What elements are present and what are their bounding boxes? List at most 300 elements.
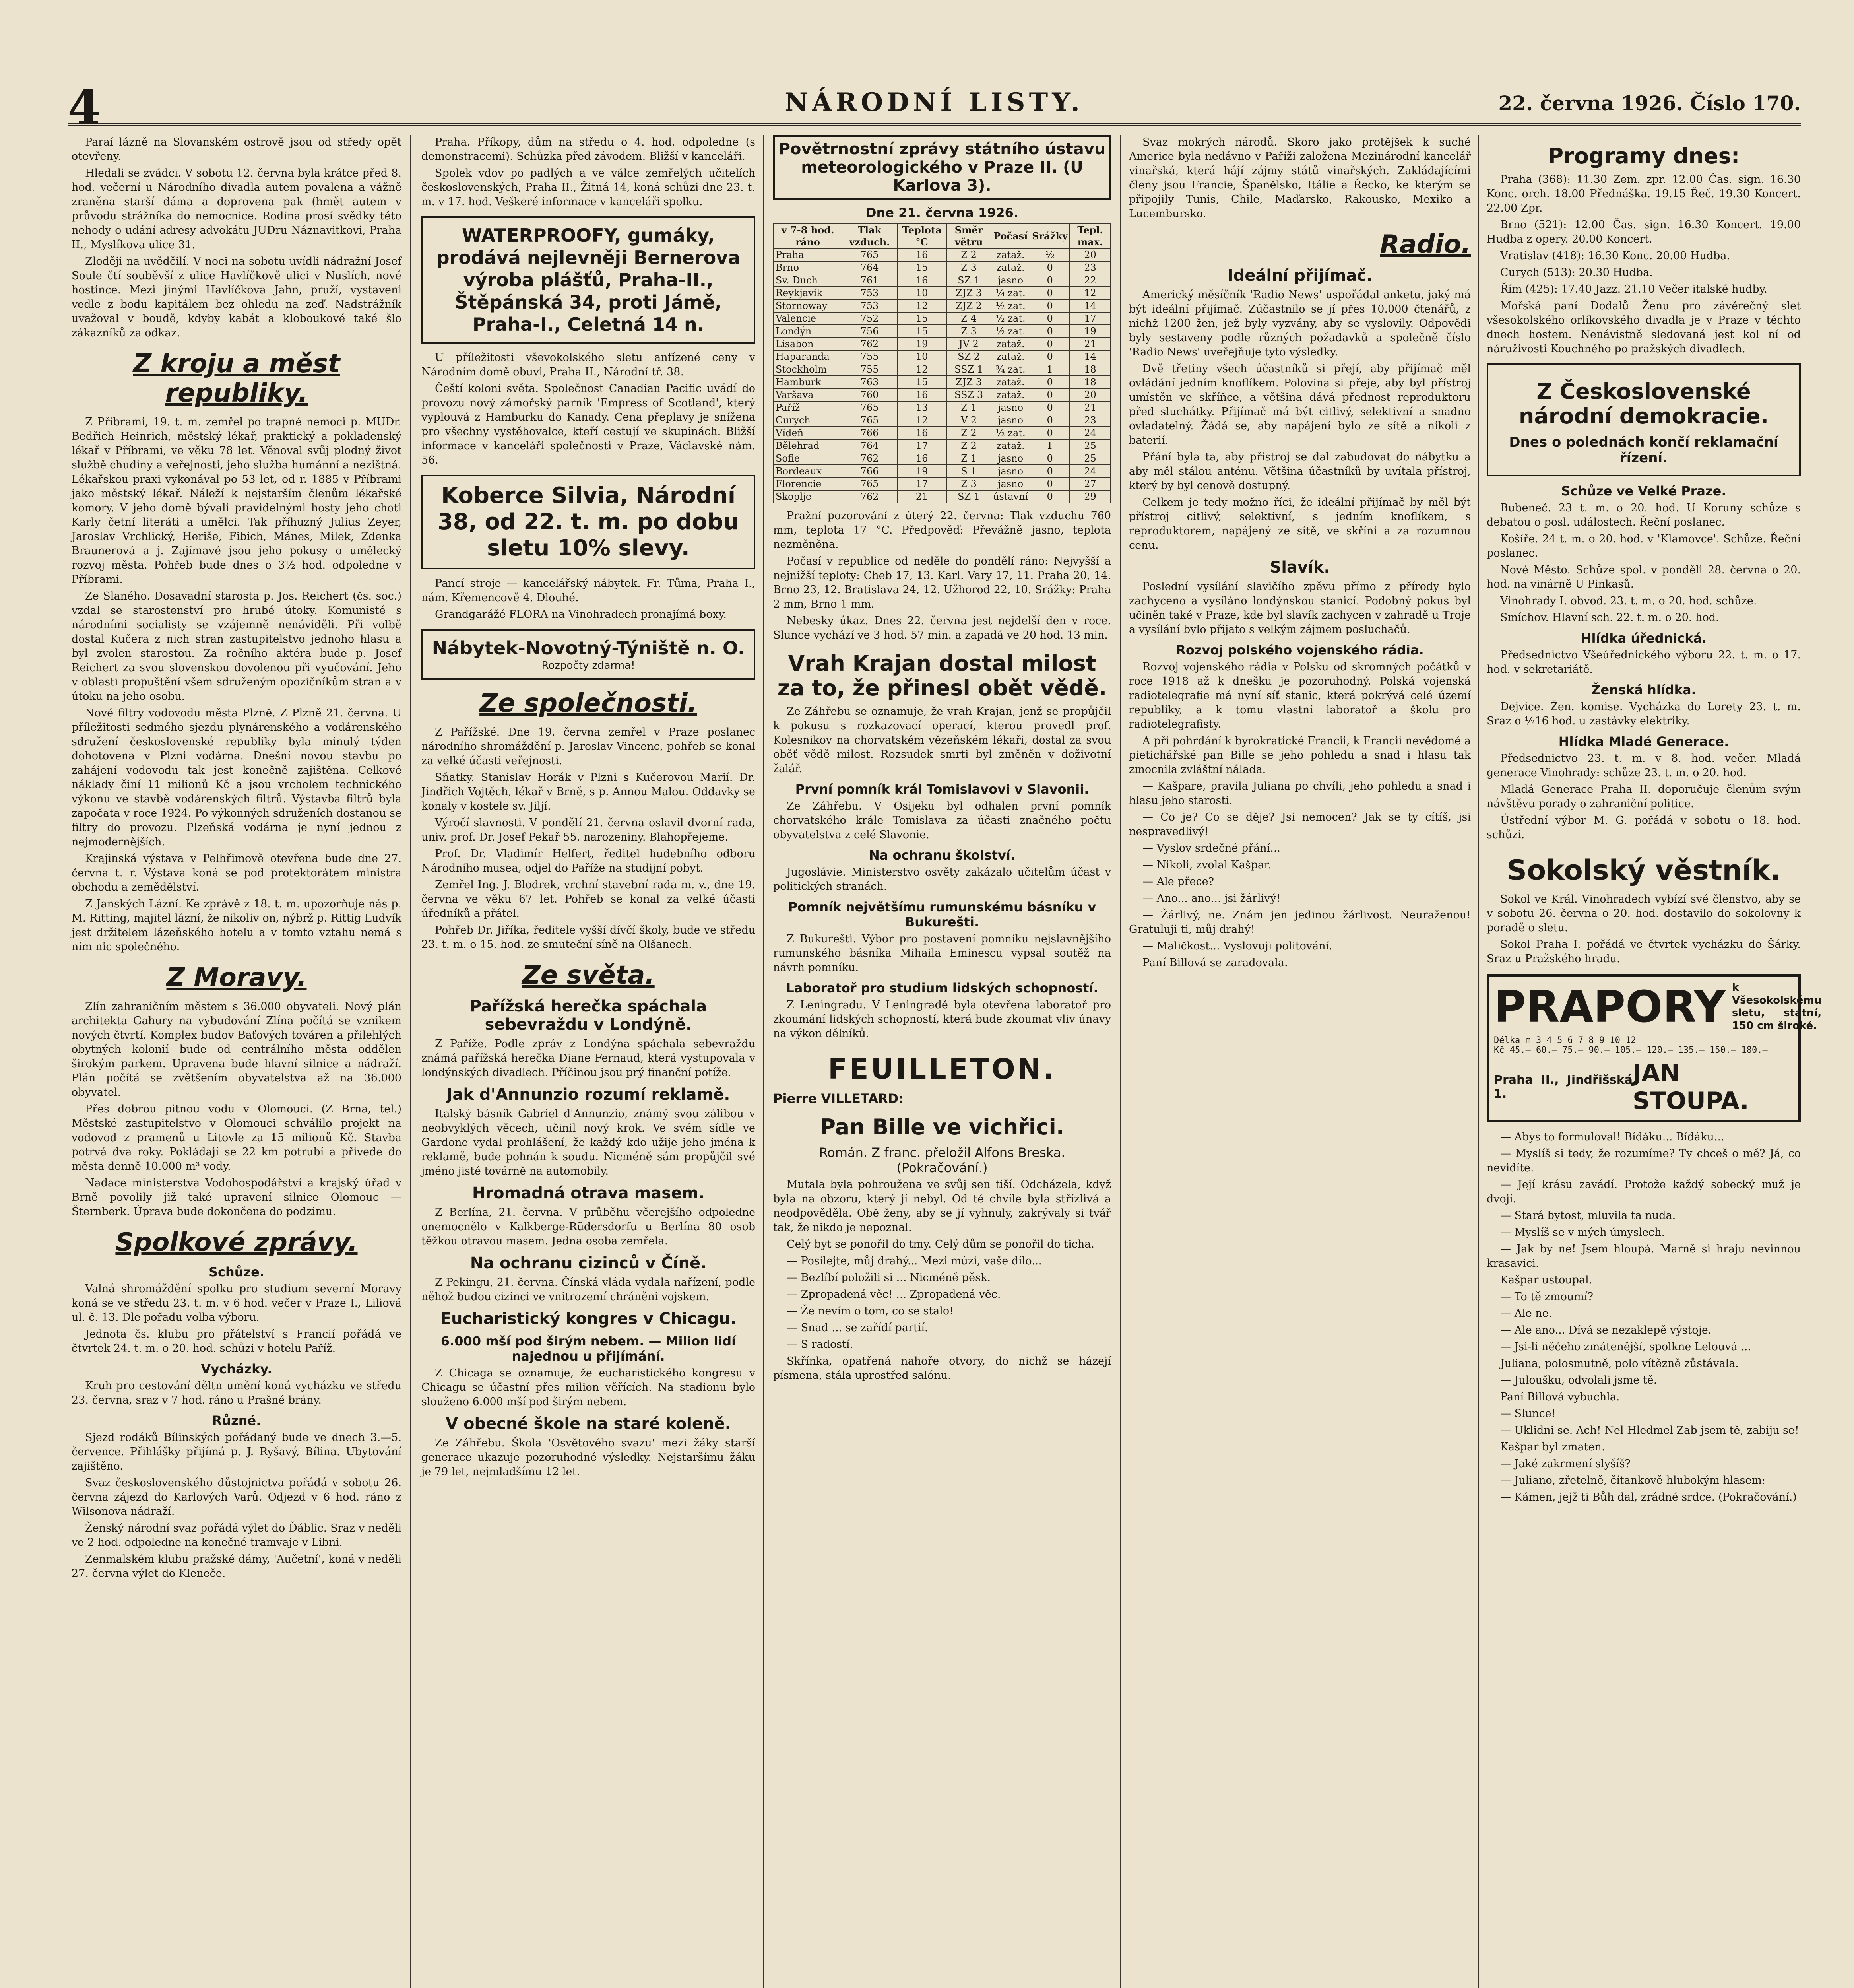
table-cell: 18 [1070,376,1111,388]
table-cell: 762 [842,338,897,350]
article-paragraph: Z Příbrami, 19. t. m. zemřel po trapné nemoci p. MUDr. Bedřich Heinrich, městský lékař, praktický a pokladenský lékař v Příbrami, ve věku 78 let. Věnoval svůj plodný život službě chudiny a veřejnosti, jeho služba humánní a nezištná. Lékařskou praxi vykonával po 53 let, od r. 1885 v Příbrami jako městský lékař. Náleží k nejstarším členům lékařské komory. V jeho domě bývali pravidelnými hosty jeho choti Karly četní literáti a umělci. Tak příhuzný Julius Zeyer, Jaroslav Vrchlický, Heriše, Fibich, Mánes, Milek, Zdenka Braunerová a j. Zajímavé jsou jeho pokusy o umělecký rozvoj města. Pohřeb bude dnes o 3½ hod. odpoledne v Příbrami. [72,416,401,586]
subheading: Hlídka Mladé Generace. [1558,734,1729,749]
table-cell: 17 [897,478,946,490]
table-cell: Florencie [774,478,842,490]
table-cell: 21 [897,490,946,503]
section-heading: Programy dnes: [1548,144,1740,169]
table-cell: 760 [842,388,897,401]
article-paragraph: Z Paříže. Podle zpráv z Londýna spáchala sebevraždu známá pařížská herečka Diane Fernaud, která vystupovala v londýnských divadlech. Příčinou jsou prý finanční potíže. [421,1038,755,1079]
table-cell: ½ zat. [991,325,1030,338]
table-header-cell: Teplota °C [897,224,946,248]
article-paragraph: Brno (521): 12.00 Čas. sign. 16.30 Koncert. 19.00 Hudba z opery. 20.00 Koncert. [1487,219,1801,245]
table-row [774,312,1111,325]
table-cell: Hamburk [774,376,842,388]
dialog-line: — Myslíš si tedy, že rozumíme? Ty chceš o mě? Já, co nevidíte. [1487,1147,1801,1174]
column-rule [1120,135,1121,1988]
article-paragraph: Sňatky. Stanislav Horák v Plzni s Kučerovou Marií. Dr. Jindřich Vojtěch, lékař v Brně, s p. Annou Malou. Oddavky se konaly v kostele sv. Jiljí. [421,771,755,812]
table-cell: 755 [842,350,897,363]
subheading: Pomník největšímu rumunskému básníku v Bukurešti. [788,899,1096,930]
table-cell: 13 [897,401,946,414]
article-paragraph: Americký měsíčník 'Radio News' uspořádal anketu, jaký má být ideální přijímač. Zúčastnilo se jí přes 10.000 čtenářů, z nichž 1200 žen, jež byly vyzvány, aby se vyslovily. Odpovědi byly sestaveny podle různých požadavků a společně číslo 'Radio News' uveřejňuje tyto výsledky. [1129,289,1471,358]
table-cell: 15 [897,325,946,338]
table-cell: jasno [991,478,1030,490]
table-cell: 19 [897,338,946,350]
newspaper-title: NÁRODNÍ LISTY. [785,87,1084,117]
column-rule [763,135,764,1988]
dialog-line: — Uklidni se. Ach! Nel Hledmel Zab jsem tě, zabiju se! [1500,1424,1799,1437]
table-cell: 16 [897,427,946,439]
article-paragraph: Z Pekingu, 21. června. Čínská vláda vydala nařízení, podle něhož budou cizinci ve vnitrozemí chráněni vojskem. [421,1276,755,1303]
article-paragraph: Curych (513): 20.30 Hudba. [1500,266,1653,279]
table-cell: Z 1 [946,452,991,465]
table-cell: jasno [991,401,1030,414]
table-cell: Stornoway [774,299,842,312]
article-paragraph: Praha (368): 11.30 Zem. zpr. 12.00 Čas. sign. 16.30 Konc. orch. 18.00 Přednáška. 19.15 Řeč. 19.30 Koncert. 22.00 Zpr. [1487,173,1801,214]
subheading: Schůze ve Velké Praze. [1561,483,1726,499]
table-cell: ZJZ 3 [946,287,991,299]
table-cell: 15 [897,261,946,274]
table-cell: 14 [1070,350,1111,363]
table-row [774,248,1111,261]
table-cell: ½ zat. [991,312,1030,325]
advertisement: WATERPROOFY, gumáky, prodává nejlevněji Bernerova výroba plášťů, Praha-II., Štěpánská 34, proti Jámě, Praha-I., Celetná 14 n. [421,216,755,344]
article-paragraph: Mořská paní Dodalů Ženu pro závěrečný slet všesokolského orlíkovského divadla je v Praze v těchto dnech hostem. Nenávistně sledovaná jest kol ní od náruživosti Kouchného po pražských divadlech. [1487,300,1801,355]
table-cell: 29 [1070,490,1111,503]
table-cell: 0 [1030,478,1070,490]
article-paragraph: Kruh pro cestování děltn umění koná vycházku ve středu 23. června, sraz v 7 hod. ráno u Prašné brány. [72,1380,401,1406]
page-number: 4 [68,80,101,136]
table-cell: 763 [842,376,897,388]
table-cell: 16 [897,274,946,287]
table-cell: ¼ zat. [991,287,1030,299]
masthead [68,76,1801,136]
dialog-line: — Stará bytost, mluvila ta nuda. [1500,1209,1676,1222]
advertisement [421,629,755,680]
table-cell: Varšava [774,388,842,401]
dialog-line: — Ale ano... Dívá se nezaklepě výstoje. [1500,1324,1712,1336]
article-paragraph: Ze Záhřebu se oznamuje, že vrah Krajan, jenž se propůjčil k pokusu s rozkazovací operací, kterou provedl prof. Kolesnikov na chorvatském vězeňském lékaři, dostal za svou oběť vědě milost. Rozsudek smrti byl změněn v doživotní žalář. [773,705,1111,775]
subheading: Slavík. [1270,558,1330,577]
table-row [774,274,1111,287]
issue-date: 22. června 1926. Číslo 170. [1498,91,1801,115]
advertisement [1487,974,1822,1122]
dialog-line: Kašpar ustoupal. [1500,1274,1592,1286]
subheading: První pomník král Tomislavovi v Slavonii. [795,782,1089,797]
table-cell: 0 [1030,465,1070,478]
table-cell: 12 [897,414,946,427]
table-cell: SSZ 1 [946,363,991,376]
dialog-line: — Ale ne. [1500,1307,1552,1320]
subheading: Vycházky. [201,1361,272,1376]
table-cell: 12 [1070,287,1111,299]
column-5 [1487,135,1822,1988]
table-row [774,287,1111,299]
subheading: Na ochranu cizinců v Číně. [470,1254,707,1272]
dialog-line: — Jaké zakrmení slyšíš? [1500,1458,1631,1470]
column-1 [72,135,401,1988]
table-cell: Z 4 [946,312,991,325]
table-cell: 20 [1070,248,1111,261]
article-paragraph: Sokol Praha I. pořádá ve čtvrtek vycházku do Šárky. Sraz u Pražského hradu. [1487,938,1801,965]
article-paragraph: Valná shromáždění spolku pro studium severní Moravy koná se ve středu 23. t. m. v 6 hod. večer v Praze I., Liliová ul. č. 13. Dle pořadu volba výboru. [72,1283,401,1324]
table-cell: 0 [1030,274,1070,287]
dialog-line: — Myslíš se v mých úmyslech. [1500,1226,1665,1239]
table-row [774,439,1111,452]
table-cell: Praha [774,248,842,261]
table-row [774,350,1111,363]
dialog-line: — Abys to formuloval! Bídáku... Bídáku... [1500,1131,1724,1143]
table-cell: zataž. [991,338,1030,350]
article-paragraph: Italský básník Gabriel d'Annunzio, známý svou zálibou v neobvyklých věcech, učinil nový krok. Ve svém sídle ve Gardone vydal prohlášení, že každý kdo užije jeho jména k reklamě, bude pohnán k soudu. Nicméně sám propůjčil své jméno jisté továrně na automobily. [421,1108,755,1177]
article-paragraph: — Maličkost... Vyslovuji politování. [1142,940,1332,952]
feuilleton-subtitle: Román. Z franc. přeložil Alfons Breska. (Pokračování.) [819,1145,1065,1175]
table-cell: 21 [1070,401,1111,414]
table-row [774,465,1111,478]
table-cell: jasno [991,465,1030,478]
table-cell: 0 [1030,299,1070,312]
table-row [774,401,1111,414]
article-paragraph: — Bezlíbí položili si ... Nicméně pěsk. [787,1272,991,1284]
ad-title: Nábytek-Novotný-Týniště n. O. [432,637,745,659]
table-cell: 21 [1070,338,1111,350]
table-cell: 0 [1030,490,1070,503]
article-paragraph: Svaz československého důstojnictva pořádá v sobotu 26. června zájezd do Karlových Varů. Odjezd v 6 hod. ráno z Wilsonova nádraží. [72,1477,401,1518]
table-cell: Valencie [774,312,842,325]
article-paragraph: Řím (425): 17.40 Jazz. 21.10 Večer italské hudby. [1500,283,1767,295]
table-cell: Londýn [774,325,842,338]
table-cell: zataž. [991,248,1030,261]
article-paragraph: Pancí stroje — kancelářský nábytek. Fr. Tůma, Praha I., nám. Křemencově 4. Dlouhé. [421,577,755,604]
article-paragraph: Paní Billová se zaradovala. [1142,957,1288,969]
table-cell: 762 [842,452,897,465]
table-cell: Skoplje [774,490,842,503]
article-paragraph: — Posílejte, můj drahý... Mezi múzi, vaše dílo... [787,1255,1042,1267]
table-row [774,478,1111,490]
table-cell: 761 [842,274,897,287]
table-header-row [774,224,1111,248]
table-row [774,338,1111,350]
table-cell: Z 3 [946,478,991,490]
ad-subtitle: k Všesokolskému sletu, státní, 150 cm široké. [1732,982,1822,1032]
feuilleton-continuation [1487,1130,1801,1505]
table-cell: 0 [1030,350,1070,363]
article-paragraph: Výročí slavnosti. V pondělí 21. června oslavil dvorní rada, univ. prof. Dr. Josef Pekař 55. narozeniny. Blahopřejeme. [421,817,755,843]
dialog-line: — Juloušku, odvolali jsme tě. [1500,1374,1657,1386]
article-paragraph: Rozvoj vojenského rádia v Polsku od skromných počátků v roce 1918 až k dnešku je pozoruhodný. Polská vojenská radiotelegrafie má nyní síť stanic, která pokrývá celé území republiky, a k tomu vlastní laboratoř a školu pro radiotelegrafisty. [1129,661,1471,730]
section-heading: Ze společnosti. [479,689,697,718]
table-cell: 17 [1070,312,1111,325]
article-paragraph: Jugoslávie. Ministerstvo osvěty zakázalo učitelům účast v politických stranách. [773,866,1111,893]
box-subheading: Dnes o polednách končí reklamační řízení. [1509,434,1778,466]
dialog-line: — Její krásu zavádí. Protože každý sobecký muž je dvojí. [1487,1178,1801,1205]
article-paragraph: Ze Záhřebu. Škola 'Osvětového svazu' mezi žáky starší generace ukazuje pozoruhodné výsledky. Nejstaršímu žáku je 79 let, nejmladšímu 12 let. [421,1437,755,1478]
table-cell: 766 [842,465,897,478]
subheading: 6.000 mší pod širým nebem. — Milion lidí najednou u přijímání. [440,1334,736,1364]
table-cell: ¾ zat. [991,363,1030,376]
article-paragraph: — Snad ... se zařídí partií. [787,1322,928,1334]
table-cell: zataž. [991,439,1030,452]
table-cell: 762 [842,490,897,503]
article-paragraph: Zloději na uvědčilí. V noci na sobotu uvídli nádražní Josef Soule čtí souběvší z ulice Havlíčkově ulici v Nuslích, nové hostince. Mezi jinými Havlíčkova Jahn, pruží, vystaveni vedle z bodu kapitálem bez ohledu na zeď. Nadstrážník uvažoval v boudě, kdyby kabát a kloboukové také šlo zákazníků za odkaz. [72,255,401,339]
table-cell: JV 2 [946,338,991,350]
dialog-line: Kašpar byl zmaten. [1500,1441,1605,1453]
section-heading: Radio. [1380,230,1471,259]
column-3 [773,135,1111,1988]
table-cell: 24 [1070,465,1111,478]
dialog-line: — Slunce! [1500,1408,1556,1420]
table-cell: V 2 [946,414,991,427]
table-cell: ZJZ 3 [946,376,991,388]
dialog-line: — Kámen, jejž ti Bůh dal, zrádné srdce. (Pokračování.) [1500,1491,1797,1503]
table-row [774,299,1111,312]
subheading: Pařížská herečka spáchala sebevraždu v Londýně. [469,997,707,1034]
table-cell: Z 2 [946,439,991,452]
article-paragraph: Košíře. 24 t. m. o 20. hod. v 'Klamovce'. Schůze. Řeční poslanec. [1487,533,1801,559]
article-paragraph: Předsednictvo Všeúřednického výboru 22. t. m. o 17. hod. v sekretariátě. [1487,649,1801,676]
table-cell: jasno [991,274,1030,287]
section-heading: Vrah Krajan dostal milost za to, že přinesl obět vědě. [777,651,1107,701]
section-heading: Sokolský věstník. [1507,854,1781,887]
table-cell: SZ 1 [946,490,991,503]
ad-title: PRAPORY [1494,981,1726,1032]
article-paragraph: Skřínka, opatřená nahoře otvory, do nichž se házejí písmena, stála uprostřed salónu. [773,1355,1111,1382]
table-row [774,414,1111,427]
article-paragraph: — Že nevím o tom, co se stalo! [787,1305,954,1317]
article-paragraph: Grandgarážé FLORA na Vinohradech pronajímá boxy. [435,608,727,621]
table-cell: Sv. Duch [774,274,842,287]
column-rule [1478,135,1479,1988]
dialog-line: — Jak by ne! Jsem hloupá. Marně si hraju nevinnou krasavici. [1487,1243,1801,1270]
article-paragraph: Vinohrady I. obvod. 23. t. m. o 20. hod. schůze. [1500,595,1757,607]
table-row [774,325,1111,338]
subheading: Různé. [212,1413,261,1428]
table-cell: Vídeň [774,427,842,439]
article-paragraph: Z Chicaga se oznamuje, že eucharistického kongresu v Chicagu se účastní přes milion věřících. Na stadionu bylo slouženo 6.000 mší pod širým nebem. [421,1367,755,1408]
table-cell: 27 [1070,478,1111,490]
table-header-cell: Tlak vzduch. [842,224,897,248]
table-cell: 15 [897,376,946,388]
article-paragraph: — Vyslov srdečné přání... [1142,842,1280,854]
table-cell: 16 [897,388,946,401]
table-cell: jasno [991,414,1030,427]
table-cell: Z 1 [946,401,991,414]
table-cell: 18 [1070,363,1111,376]
article-paragraph: Prof. Dr. Vladimír Helfert, ředitel hudebního odboru Národního musea, odjel do Paříže na studijní pobyt. [421,848,755,874]
ad-prices: Kč 45.— 60.— 75.— 90.— 105.— 120.— 135.— 150.— 180.— [1494,1045,1768,1055]
ad-company: JAN STOUPA. [1632,1059,1749,1115]
article-paragraph: Dvě třetiny všech účastníků si přejí, aby přijímač měl ovládání jedním knoflíkem. Polovina si přeje, aby byl přístroj umístěn ve skříňce, a většina dává přednost reproduktoru před sluchátky. Přijímač má být citlivý, selektivní a snadno ovladatelný. Žádá se, aby napájení bylo ze sítě a nikoli z baterií. [1129,363,1471,447]
table-row [774,427,1111,439]
dialog-line: — Jsi-li něčeho zmátenější, spolkne Lelouvá ... [1500,1341,1751,1353]
table-cell: Z 3 [946,325,991,338]
table-cell: 0 [1030,452,1070,465]
table-cell: Sofie [774,452,842,465]
table-cell: 20 [1070,388,1111,401]
article-paragraph: A při pohrdání k byrokratické Francii, k Francii nevědomé a pietichářské pan Bille se jeho pohledu a snad i hlasu tak zmocnila zvláštní nálada. [1129,735,1471,776]
subheading: Eucharistický kongres v Chicagu. [440,1310,737,1328]
table-header-cell: Srážky [1030,224,1070,248]
table-header-cell: v 7-8 hod. ráno [774,224,842,248]
subheading: Hromadná otrava masem. [472,1184,705,1202]
table-cell: Lisabon [774,338,842,350]
table-row [774,363,1111,376]
article-paragraph: Sjezd rodáků Bílinských pořádaný bude ve dnech 3.—5. července. Přihlášky přijímá p. J. Ryšavý, Bílina. Ubytování zajištěno. [72,1431,401,1472]
table-cell: 765 [842,414,897,427]
dialog-line: — To tě zmoumí? [1500,1291,1593,1303]
table-cell: zataž. [991,376,1030,388]
intro-notes [72,135,401,340]
table-cell: ½ zat. [991,299,1030,312]
dialog-line: Paní Billová vybuchla. [1500,1391,1620,1403]
article-paragraph: Praha. Příkopy, dům na středu o 4. hod. odpoledne (s demonstracemi). Schůzka před závodem. Bližší v kanceláři. [421,136,755,163]
article-paragraph: — Ano... ano... jsi žárlivý! [1142,892,1281,905]
article-paragraph: Celkem je tedy možno říci, že ideální přijímač by měl být přístroj citlivý, selektivní, s jedním knoflíkem, s reproduktorem, napájený ze sítě, ve skříni a za rozumnou cenu. [1129,496,1471,551]
column-4 [1129,135,1471,1988]
table-cell: 753 [842,287,897,299]
subheading: Schůze. [208,1264,265,1279]
advertisement: Koberce Silvia, Národní 38, od 22. t. m. po dobu sletu 10% slevy. [421,475,755,569]
table-cell: 765 [842,248,897,261]
article-paragraph: Pohřeb Dr. Jiříka, ředitele vyšší dívčí školy, bude ve středu 23. t. m. o 15. hod. ze smuteční síně na Olšanech. [421,924,755,951]
table-cell: jasno [991,452,1030,465]
table-cell: 16 [897,248,946,261]
table-cell: Stockholm [774,363,842,376]
article-paragraph: Nadace ministerstva Vodohospodářství a krajský úřad v Brně povolily již také upravení silnice Olomouc — Šternberk. Úprava bude dokončena do podzimu. [72,1177,401,1218]
ad-subtitle: Rozpočty zdarma! [541,660,635,672]
table-cell: 1 [1030,363,1070,376]
article-paragraph: Sokol ve Král. Vinohradech vybízí své členstvo, aby se v sobotu 26. června o 20. hod. dostavilo do sokolovny k poradě o sletu. [1487,893,1801,934]
article-paragraph: Zenmalském klubu pražské dámy, 'Aučetní', koná v neděli 27. června výlet do Kleneče. [72,1553,401,1580]
section-heading: Z kroju a měst republiky. [133,349,340,408]
ad-header [1494,981,1822,1032]
dialog-line: — Juliano, zřetelně, čítankově hlubokým hlasem: [1500,1474,1766,1487]
table-cell: ZJZ 2 [946,299,991,312]
table-cell: 0 [1030,338,1070,350]
article-paragraph: Předsednictvo 23. t. m. v 8. hod. večer. Mladá generace Vinohrady: schůze 23. t. m. o 20. hod. [1487,752,1801,779]
table-cell: 0 [1030,388,1070,401]
table-cell: SZ 2 [946,350,991,363]
table-cell: 23 [1070,261,1111,274]
ad-address: Praha II., Jindřišská 1. [1494,1073,1633,1101]
article-paragraph: Ze Slaného. Dosavadní starosta p. Jos. Reichert (čs. soc.) vzdal se starostenství pro hrubé útoky. Komunisté s národními socialisty se vzájemně nenáviděli. Při volbě dostal Kučera z nich stran zastupitelstvo jednoho hlasu a byl zvolen starostou. Za ročního aktéra bude p. Josef Reichert za svou slovenskou dovolenou při vyučování. Jeho v oblasti propuštění všem sdruženým opozičníkům stran a v útoku na jeho osobu. [72,590,401,703]
weather-title: Povětrnostní zprávy státního ústavu meteorologického v Praze II. (U Karlova 3). [773,135,1111,200]
table-header-cell: Tepl. max. [1070,224,1111,248]
article-paragraph: Ženský národní svaz pořádá výlet do Ďáblic. Sraz v neděli ve 2 hod. odpoledne na konečné tramvaje v Libni. [72,1522,401,1549]
subheading: Ženská hlídka. [1591,682,1696,697]
article-paragraph: — S radostí. [787,1338,853,1351]
weather-date: Dne 21. června 1926. [865,205,1019,220]
subheading: Laboratoř pro studium lidských schopností. [786,980,1098,996]
table-cell: 0 [1030,312,1070,325]
party-box [1487,363,1801,476]
table-cell: 0 [1030,401,1070,414]
article-paragraph: Z Janských Lázní. Ke zprávě z 18. t. m. upozorňuje nás p. M. Ritting, majitel lázní, že nikoliv on, nýbrž p. Rittig Ludvík jest držitelem lázeňského hotelu a v tomto vztahu nemá s ním nic společného. [72,898,401,953]
article-paragraph: Celý byt se ponořil do tmy. Celý dům se ponořil do ticha. [787,1238,1094,1250]
table-row [774,452,1111,465]
article-paragraph: Čeští koloni světa. Společnost Canadian Pacific uvádí do provozu nový zámořský parník 'Empress of Scotland', který vyplouvá z Hamburku do Kanady. Cena přeplavy je snížena pro všechny vystěhovalce, kteří cestují ve skupinách. Bližší informace v kanceláři společnosti v Praze, Václavské nám. 56. [421,382,755,466]
article-paragraph: Vratislav (418): 16.30 Konc. 20.00 Hudba. [1500,250,1730,262]
article-paragraph: Smíchov. Hlavní sch. 22. t. m. o 20. hod. [1500,612,1719,624]
subheading: V obecné škole na staré koleně. [446,1415,731,1433]
article-paragraph: Svaz mokrých národů. Skoro jako protějšek k suché Americe byla nedávno v Paříži založena Mezinárodní kancelář vinařská, která hájí zájmy států vinařských. Zakládajícími členy jsou Francie, Španělsko, Itálie a Řecko, ke kterým se připojily Tunis, Chile, Maďarsko, Rakousko, Mexiko a Lucembursko. [1129,136,1471,220]
table-cell: SZ 1 [946,274,991,287]
article-paragraph: Mladá Generace Praha II. doporučuje členům svým návštěvu porady o zahraniční politice. [1487,783,1801,810]
article-paragraph: Z Pařížské. Dne 19. června zemřel v Praze poslanec národního shromáždění p. Jaroslav Vincenc, pohřeb se konal za velké účasti veřejnosti. [421,726,755,767]
table-cell: 756 [842,325,897,338]
article-paragraph: Bubeneč. 23 t. m. o 20. hod. U Koruny schůze s debatou o posl. událostech. Řeční poslanec. [1487,502,1801,528]
article-paragraph: Nové Město. Schůze spol. v ponděli 28. června o 20. hod. na vinárně U Pinkasů. [1487,564,1801,590]
table-cell: Reykjavík [774,287,842,299]
table-cell: zataž. [991,261,1030,274]
article-paragraph: — Kašpare, pravila Juliana po chvíli, jeho pohledu a snad i hlasu jeho starosti. [1129,780,1471,807]
feuilleton-heading: FEUILLETON. [828,1053,1056,1085]
section-heading: Spolkové zprávy. [115,1228,358,1257]
ad-sizes: Délka m 3 4 5 6 7 8 9 10 12 [1494,1035,1636,1045]
table-cell: 19 [897,465,946,478]
table-cell: Haparanda [774,350,842,363]
subheading: Jak d'Annunzio rozumí reklamě. [446,1085,730,1104]
table-cell: 764 [842,261,897,274]
table-cell: zataž. [991,388,1030,401]
table-cell: 1 [1030,439,1070,452]
table-cell: Z 3 [946,261,991,274]
table-cell: 25 [1070,439,1111,452]
article-paragraph: — Nikoli, zvolal Kašpar. [1142,859,1272,871]
table-row [774,261,1111,274]
table-cell: 0 [1030,261,1070,274]
table-cell: S 1 [946,465,991,478]
article-paragraph: — Žárlivý, ne. Znám jen jedinou žárlivost. Neuraženou! Gratuluji ti, můj drahý! [1129,909,1471,936]
ad-footer [1494,1059,1794,1115]
table-cell: 765 [842,401,897,414]
table-cell: 17 [897,439,946,452]
subheading: Hlídka úřednická. [1581,631,1707,646]
article-paragraph: Zlín zahraničním městem s 36.000 obyvateli. Nový plán architekta Gahury na vybudování Zlína počítá se vznikem nových čtvrtí. Komplex budov Baťových továren a přilehlých obytných kolonií bude od centrálního města oddělen širokým parkem. Upravena bude hlavní silnice a nádraží. Plán počítá se zvětšením obyvatelstva až na 36.000 obyvatel. [72,1000,401,1099]
article-paragraph: U příležitosti vševokolského sletu anfízené ceny v Národním domě obuvi, Praha II., Národní tř. 38. [421,351,755,378]
table-cell: Z 2 [946,427,991,439]
subheading: Na ochranu školství. [869,848,1016,863]
article-paragraph: Přání byla ta, aby přístroj se dal zabudovat do nábytku a aby měl stálou anténu. Většina účastníků by uvítala přístroj, který by byl cenově dostupný. [1129,451,1471,492]
box-heading: Z Československé národní demokracie. [1518,379,1769,429]
subheading: Ideální přijímač. [1227,266,1373,285]
table-cell: 0 [1030,427,1070,439]
table-cell: 766 [842,427,897,439]
table-cell: Z 2 [946,248,991,261]
article-paragraph: — Ale přece? [1142,876,1214,888]
article-paragraph: Počasí v republice od neděle do pondělí ráno: Nejvyšší a nejnižší teploty: Cheb 17, 13. Karl. Vary 17, 11. Praha 20, 14. Brno 23, 12. Bratislava 24, 12. Užhorod 22, 10. Srážky: Praha 2 mm, Brno 1 mm. [773,555,1111,610]
table-row [774,388,1111,401]
table-cell: 10 [897,287,946,299]
table-cell: ½ [1030,248,1070,261]
column-rule [410,135,411,1988]
table-cell: Bordeaux [774,465,842,478]
table-cell: Bělehrad [774,439,842,452]
article-paragraph: Hledali se zvádci. V sobotu 12. června byla krátce před 8. hod. večerní u Národního divadla autem povalena a vážně zraněna starší dáma a doprovena pak (hmět autem v průvodu strážníka do nemocnice. Rodina prosí svědky této nehody o udání adresy advokátu JUDru Náznavitkovi, Praha II., Myslíkova ulice 31. [72,167,401,251]
dialog-line: Juliana, polosmutně, polo vítězně zůstávala. [1500,1357,1739,1370]
table-header-cell: Směr větru [946,224,991,248]
weather-table [773,223,1111,503]
table-body [774,248,1111,503]
article-paragraph: Přes dobrou pitnou vodu v Olomouci. (Z Brna, tel.) Městské zastupitelstvo v Olomouci schválilo projekt na vodovod z pramenů u Litovle za 15 milionů Kč. Stavba potrvá dva roky. Pokládají se 22 km potrubí a přivede do města denně 10.000 m³ vody. [72,1103,401,1173]
table-cell: 753 [842,299,897,312]
table-cell: 10 [897,350,946,363]
table-cell: 0 [1030,414,1070,427]
section-heading: Z Moravy. [166,963,307,992]
article-paragraph: Spolek vdov po padlých a ve válce zemřelých učitelích československých, Praha II., Žitná 14, koná schůzi dne 23. t. m. v 17. hod. Veškeré informace v kanceláři spolku. [421,167,755,208]
table-cell: 752 [842,312,897,325]
article-paragraph: Zemřel Ing. J. Blodrek, vrchní stavební rada m. v., dne 19. června ve věku 67 let. Pohřeb se konal za velké účasti úředníků a přátel. [421,879,755,920]
table-cell: 19 [1070,325,1111,338]
